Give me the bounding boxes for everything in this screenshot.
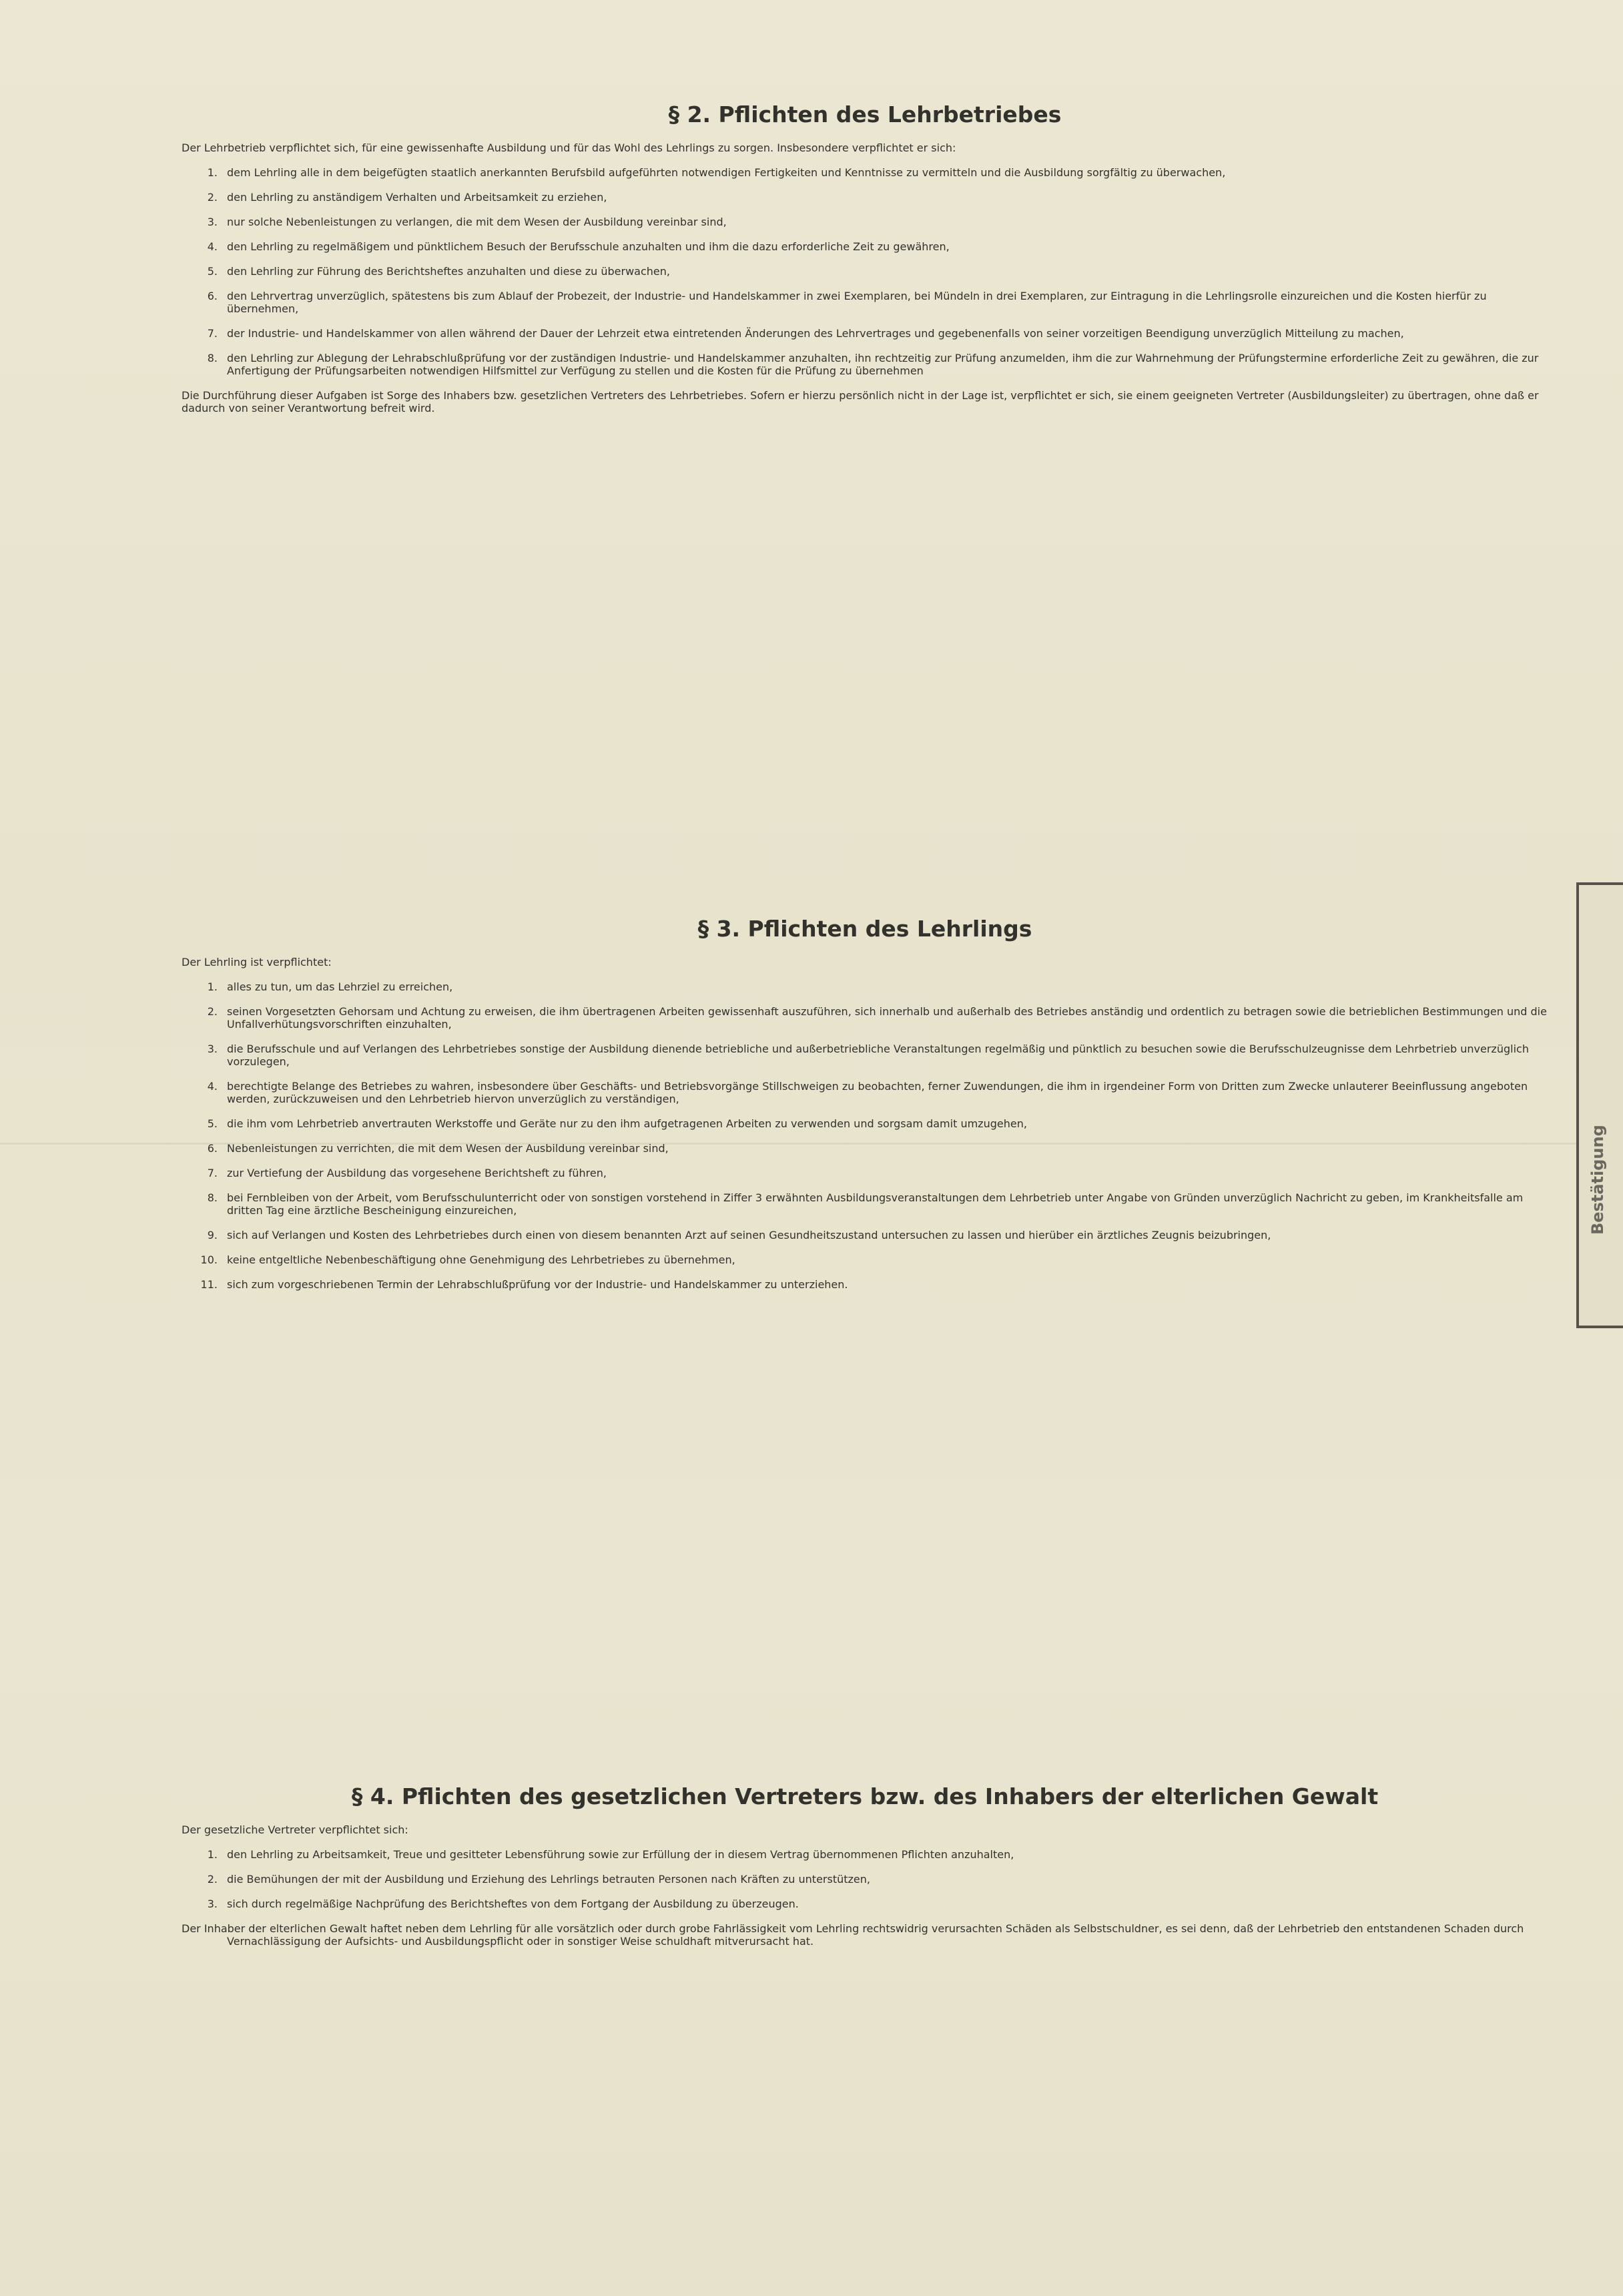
item-text: den Lehrvertrag unverzüglich, spätestens bis zum Ablauf der Probezeit, der Industrie- und Handelskammer in zwei Exemplaren, bei Mündeln in drei Exemplaren, zur Eintragung in die Lehrlingsrolle einzureichen und die Kosten hierfür zu übernehmen, [227, 290, 1487, 315]
item-text: den Lehrling zu anständigem Verhalten und Arbeitsamkeit zu erziehen, [227, 191, 607, 204]
section-3 [182, 914, 1548, 1291]
item-text: bei Fernbleiben von der Arbeit, vom Berufsschulunterricht oder von sonstigen vorstehend in Ziffer 3 erwähnten Ausbildungsveranstaltungen dem Lehrbetrieb unter Angabe von Gründen unverzüglich Nachricht zu geben, im Krankheitsfalle am dritten Tag eine ärztliche Bescheinigung einzureichen, [227, 1191, 1524, 1217]
item-text: dem Lehrling alle in dem beigefügten staatlich anerkannten Berufsbild aufgeführten notwendigen Fertigkeiten und Kenntnisse zu vermitteln und die Ausbildung sorgfältig zu überwachen, [227, 166, 1226, 179]
item-number: 5. [207, 265, 218, 278]
item-text: keine entgeltliche Nebenbeschäftigung ohne Genehmigung des Lehrbetriebes zu übernehmen, [227, 1253, 735, 1266]
item-number: 9. [207, 1229, 218, 1241]
list-item [182, 1191, 1548, 1217]
item-number: 2. [207, 1873, 218, 1886]
list-item [182, 1229, 1548, 1241]
section-2 [182, 100, 1548, 414]
section-3-heading: § 3. Pflichten des Lehrlings [697, 916, 1032, 942]
item-text: der Industrie- und Handelskammer von allen während der Dauer der Lehrzeit etwa eintretenden Änderungen des Lehrvertrages und gegebenenfalls von seiner vorzeitigen Beendigung unverzüglich Mitteilung zu machen, [227, 327, 1404, 340]
item-text: den Lehrling zu Arbeitsamkeit, Treue und gesitteter Lebensführung sowie zur Erfüllung der in diesem Vertrag übernommenen Pflichten anzuhalten, [227, 1848, 1014, 1861]
item-number: 10. [200, 1253, 218, 1266]
item-text: den Lehrling zur Ablegung der Lehrabschlußprüfung vor der zuständigen Industrie- und Handelskammer anzuhalten, ihn rechtzeitig zur Prüfung anzumelden, ihm die zur Wahrnehmung der Prüfungstermine erforderliche Zeit zu gewähren, die zur Anfertigung der Prüfungsarbeiten notwendigen Hilfsmittel zur Verfügung zu stellen und die Kosten für die Prüfung zu übernehmen [227, 352, 1539, 377]
list-item [182, 1080, 1548, 1105]
list-item [182, 1898, 1548, 1910]
item-text: den Lehrling zu regelmäßigem und pünktlichem Besuch der Berufsschule anzuhalten und ihm die dazu erforderliche Zeit zu gewähren, [227, 240, 950, 253]
section-4-list [182, 1848, 1548, 1910]
item-number: 1. [207, 980, 218, 993]
section-4-heading: § 4. Pflichten des gesetzlichen Vertreters bzw. des Inhabers der elterlichen Gewalt [351, 1783, 1379, 1809]
item-number: 8. [207, 1191, 218, 1204]
list-item [182, 1167, 1548, 1179]
item-number: 2. [207, 1005, 218, 1018]
item-text: sich zum vorgeschriebenen Termin der Lehrabschlußprüfung vor der Industrie- und Handelskammer zu unterziehen. [227, 1278, 848, 1291]
item-text: berechtigte Belange des Betriebes zu wahren, insbesondere über Geschäfts- und Betriebsvorgänge Stillschweigen zu beobachten, ferner Zuwendungen, die ihm in irgendeiner Form von Dritten zum Zwecke unlauterer Beeinflussung angeboten werden, zurückzuweisen und den Lehrbetrieb hiervon unverzüglich zu verständigen, [227, 1080, 1528, 1105]
item-number: 8. [207, 352, 218, 364]
item-text: seinen Vorgesetzten Gehorsam und Achtung zu erweisen, die ihm übertragenen Arbeiten gewissenhaft auszuführen, sich innerhalb und außerhalb des Betriebes anständig und ordentlich zu betragen sowie die betrieblichen Bestimmungen und die Unfallverhütungsvorschriften einzuhalten, [227, 1005, 1547, 1031]
list-item [182, 1005, 1548, 1031]
item-text: sich auf Verlangen und Kosten des Lehrbetriebes durch einen von diesem benannten Arzt auf seinen Gesundheitszustand untersuchen zu lassen und hierüber ein ärztliches Zeugnis beizubringen, [227, 1229, 1271, 1241]
list-item [182, 1278, 1548, 1291]
item-text: alles zu tun, um das Lehrziel zu erreichen, [227, 980, 453, 993]
item-text: den Lehrling zur Führung des Berichtsheftes anzuhalten und diese zu überwachen, [227, 265, 670, 278]
item-number: 11. [200, 1278, 218, 1291]
list-item [182, 352, 1548, 377]
list-item [182, 1043, 1548, 1068]
list-item [182, 1848, 1548, 1861]
side-stamp-box [1576, 882, 1623, 1328]
list-item [182, 1253, 1548, 1266]
item-text: die ihm vom Lehrbetrieb anvertrauten Werkstoffe und Geräte nur zu den ihm aufgetragenen Arbeiten zu verwenden und sorgsam damit umzugehen, [227, 1117, 1027, 1130]
section-2-heading: § 2. Pflichten des Lehrbetriebes [668, 101, 1062, 127]
item-number: 6. [207, 1142, 218, 1155]
list-item [182, 166, 1548, 179]
item-number: 5. [207, 1117, 218, 1130]
item-number: 7. [207, 1167, 218, 1179]
item-text: die Bemühungen der mit der Ausbildung und Erziehung des Lehrlings betrauten Personen nach Kräften zu unterstützen, [227, 1873, 870, 1886]
list-item [182, 327, 1548, 340]
section-3-list [182, 980, 1548, 1291]
list-item [182, 240, 1548, 253]
section-4-closing: Der Inhaber der elterlichen Gewalt haftet neben dem Lehrling für alle vorsätzlich oder durch grobe Fahrlässigkeit vom Lehrling rechtswidrig verursachten Schäden als Selbstschuldner, es sei denn, daß der Lehrbetrieb den entstandenen Schaden durch Vernachlässigung der Aufsichts- und Ausbildungspflicht oder in sonstiger Weise schuldhaft mitverursacht hat. [182, 1922, 1524, 1948]
item-text: nur solche Nebenleistungen zu verlangen, die mit dem Wesen der Ausbildung vereinbar sind, [227, 216, 727, 228]
item-text: zur Vertiefung der Ausbildung das vorgesehene Berichtsheft zu führen, [227, 1167, 607, 1179]
item-number: 4. [207, 240, 218, 253]
list-item [182, 980, 1548, 993]
item-number: 3. [207, 1898, 218, 1910]
section-4-intro: Der gesetzliche Vertreter verpflichtet sich: [182, 1823, 408, 1836]
section-4 [182, 1782, 1548, 1948]
list-item [182, 191, 1548, 204]
item-number: 1. [207, 1848, 218, 1861]
list-item [182, 1873, 1548, 1886]
item-number: 7. [207, 327, 218, 340]
item-number: 6. [207, 290, 218, 302]
section-2-closing: Die Durchführung dieser Aufgaben ist Sorge des Inhabers bzw. gesetzlichen Vertreters des Lehrbetriebes. Sofern er hierzu persönlich nicht in der Lage ist, verpflichtet er sich, sie einem geeigneten Vertreter (Ausbildungsleiter) zu übertragen, ohne daß er dadurch von seiner Verantwortung befreit wird. [182, 389, 1539, 414]
item-number: 1. [207, 166, 218, 179]
list-item [182, 290, 1548, 315]
item-text: die Berufsschule und auf Verlangen des Lehrbetriebes sonstige der Ausbildung dienende betriebliche und außerbetriebliche Veranstaltungen regelmäßig und pünktlich zu besuchen sowie die Berufsschulzeugnisse dem Lehrbetrieb unverzüglich vorzulegen, [227, 1043, 1529, 1068]
list-item [182, 216, 1548, 228]
section-2-intro: Der Lehrbetrieb verpflichtet sich, für eine gewissenhafte Ausbildung und für das Wohl des Lehrlings zu sorgen. Insbesondere verpflichtet er sich: [182, 141, 956, 154]
item-number: 3. [207, 216, 218, 228]
item-text: Nebenleistungen zu verrichten, die mit dem Wesen der Ausbildung vereinbar sind, [227, 1142, 669, 1155]
item-number: 3. [207, 1043, 218, 1055]
item-number: 2. [207, 191, 218, 204]
list-item [182, 1117, 1548, 1130]
side-stamp-text: Bestätigung [1588, 1125, 1607, 1235]
section-3-intro: Der Lehrling ist verpflichtet: [182, 956, 332, 968]
item-text: sich durch regelmäßige Nachprüfung des Berichtsheftes von dem Fortgang der Ausbildung zu überzeugen. [227, 1898, 799, 1910]
item-number: 4. [207, 1080, 218, 1093]
list-item [182, 265, 1548, 278]
list-item [182, 1142, 1548, 1155]
section-2-list [182, 166, 1548, 377]
